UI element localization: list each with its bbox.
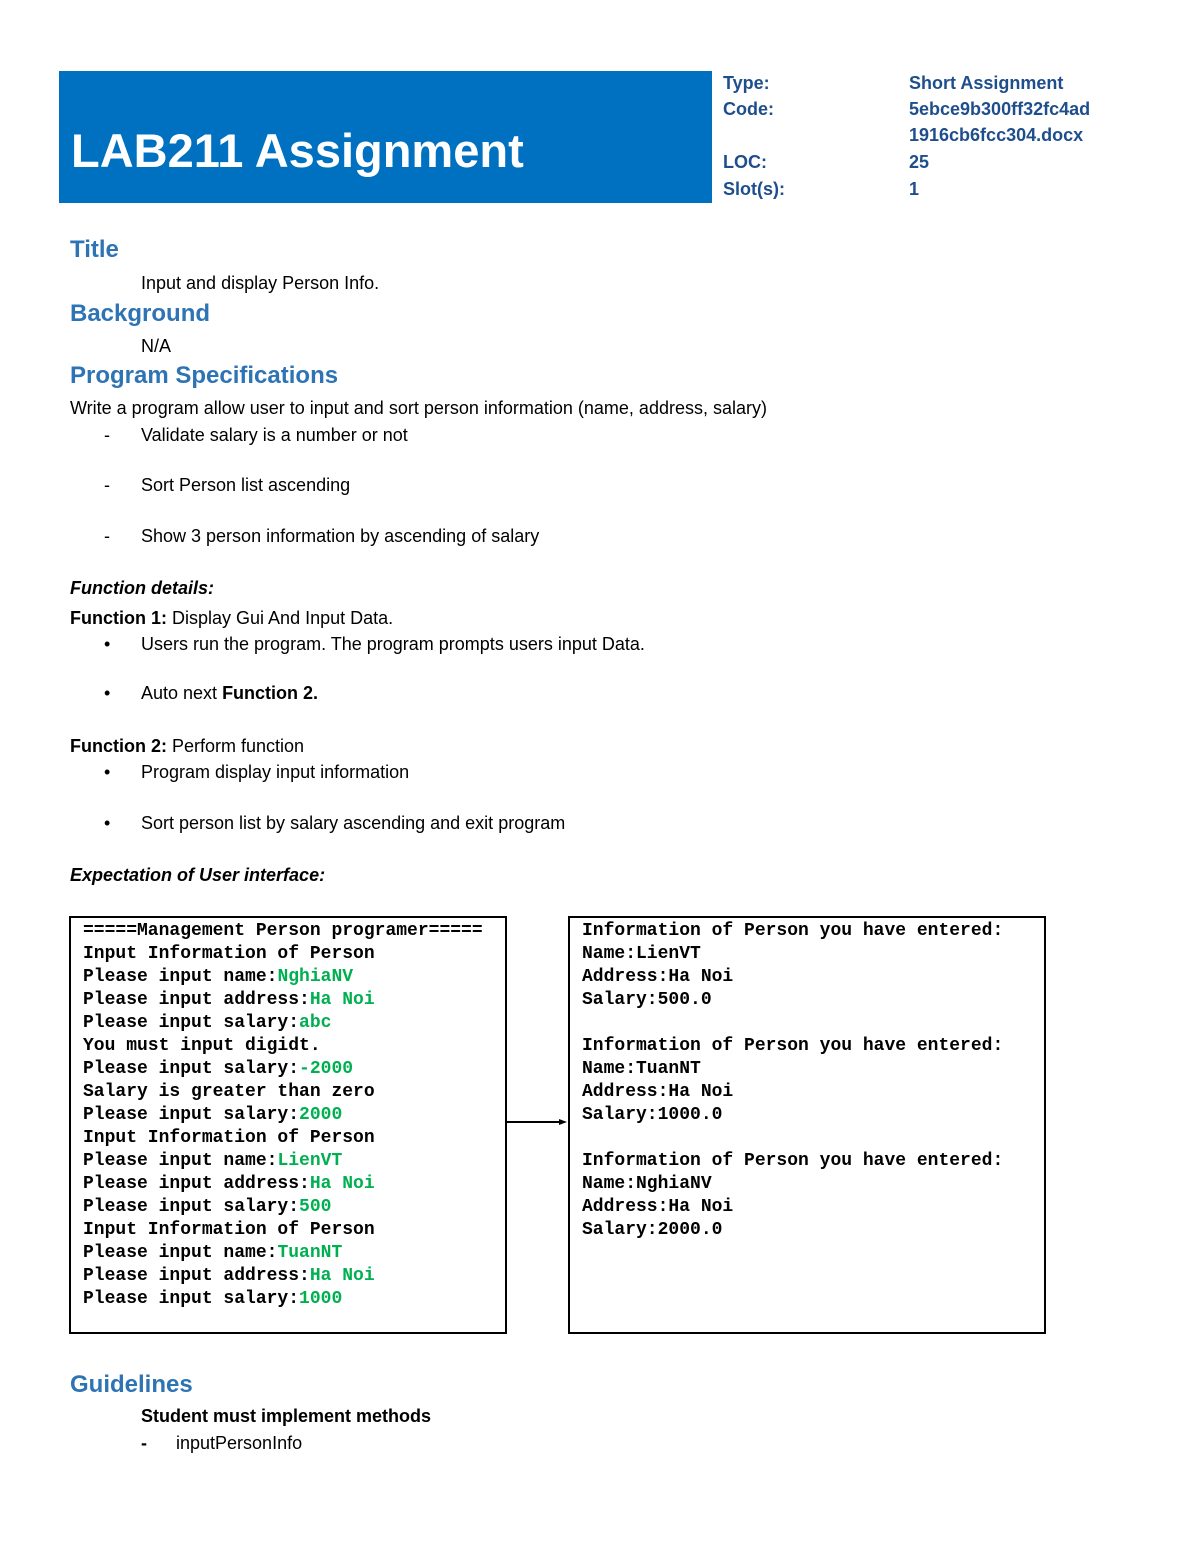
expectation-heading: Expectation of User interface:	[70, 865, 326, 885]
console-prompt: Please input salary:	[83, 1289, 300, 1309]
guidelines-subheading: Student must implement methods	[141, 1406, 432, 1426]
function1-item-bold: Function 2.	[222, 683, 319, 703]
function1-item	[141, 683, 318, 704]
list-dash: -	[104, 425, 110, 445]
header-banner	[59, 71, 712, 203]
console-prompt: Input Information of Person	[83, 1220, 375, 1240]
console-user-input: TuanNT	[277, 1243, 343, 1263]
guideline-item: inputPersonInfo	[176, 1433, 303, 1453]
console-prompt: Please input salary:	[83, 1013, 300, 1033]
console-prompt: Salary is greater than zero	[83, 1082, 375, 1102]
meta-value: 1916cb6fcc304.docx	[909, 125, 1084, 145]
console-prompt: Input Information of Person	[83, 1128, 375, 1148]
console-user-input: Ha Noi	[309, 990, 375, 1010]
console-input-box	[69, 916, 507, 1334]
spec-intro: Write a program allow user to input and sort person information (name, address, salary)	[70, 398, 767, 418]
console-prompt: Input Information of Person	[83, 944, 375, 964]
console-user-input: NghiaNV	[277, 967, 354, 987]
console-prompt: Please input salary:	[83, 1059, 300, 1079]
console-user-input: 1000	[299, 1289, 343, 1309]
function1-text: Display Gui And Input Data.	[172, 608, 394, 628]
console-input-line	[83, 1082, 375, 1102]
meta-value: 5ebce9b300ff32fc4ad	[909, 99, 1091, 119]
function1-item: Users run the program. The program prompts users input Data.	[141, 634, 645, 654]
console-input-line	[83, 990, 375, 1010]
title-heading: Title	[70, 236, 119, 263]
console-prompt: Please input name:	[83, 1151, 278, 1171]
console-input-line	[83, 1036, 321, 1056]
console-user-input: -2000	[299, 1059, 354, 1079]
spec-item: Show 3 person information by ascending of salary	[141, 526, 540, 546]
console-output-line: Name:TuanNT	[582, 1059, 701, 1079]
console-output-line: Information of Person you have entered:	[582, 1151, 1004, 1171]
meta-value: Short Assignment	[909, 73, 1064, 93]
console-input-line	[83, 1128, 375, 1148]
console-prompt: Please input name:	[83, 967, 278, 987]
console-output-line: Address:Ha Noi	[582, 967, 734, 987]
console-output-line: Name:NghiaNV	[582, 1174, 712, 1194]
console-input-line	[83, 1013, 331, 1033]
console-prompt: You must input digidt.	[83, 1036, 321, 1056]
console-prompt: Please input name:	[83, 1243, 278, 1263]
spec-item: Validate salary is a number or not	[141, 425, 408, 445]
function2-text: Perform function	[172, 736, 305, 756]
list-dash: -	[141, 1433, 147, 1453]
console-input-line	[83, 1105, 342, 1125]
guidelines-heading: Guidelines	[70, 1371, 193, 1398]
console-prompt: Please input salary:	[83, 1197, 300, 1217]
console-output-line: Salary:1000.0	[582, 1105, 723, 1125]
console-prompt: Please input address:	[83, 1266, 310, 1286]
console-input-line	[83, 1197, 331, 1217]
console-user-input: Ha Noi	[309, 1266, 375, 1286]
console-user-input: 500	[299, 1197, 332, 1217]
arrow-right-icon	[507, 1119, 567, 1125]
function2-line	[70, 736, 304, 757]
console-input-line	[83, 1151, 342, 1171]
meta-label: LOC:	[723, 152, 767, 172]
background-heading: Background	[70, 300, 211, 327]
console-user-input: LienVT	[277, 1151, 343, 1171]
console-output-box	[568, 916, 1046, 1334]
console-output-line: Salary:2000.0	[582, 1220, 723, 1240]
console-user-input: 2000	[299, 1105, 343, 1125]
meta-label: Type:	[723, 73, 770, 93]
console-output-line: Name:LienVT	[582, 944, 701, 964]
console-input-line	[83, 1220, 375, 1240]
console-user-input: abc	[299, 1013, 332, 1033]
bullet-marker: •	[104, 683, 111, 703]
bullet-marker: •	[104, 813, 111, 833]
function2-item: Sort person list by salary ascending and exit program	[141, 813, 566, 833]
console-user-input: Ha Noi	[309, 1174, 375, 1194]
meta-label: Code:	[723, 99, 774, 119]
function2-label: Function 2:	[70, 736, 167, 756]
console-output-line: Salary:500.0	[582, 990, 712, 1010]
bullet-marker: •	[104, 762, 111, 782]
function1-line	[70, 608, 393, 629]
list-dash: -	[104, 526, 110, 546]
function1-label: Function 1:	[70, 608, 167, 628]
title-text: Input and display Person Info.	[141, 273, 380, 293]
spec-heading: Program Specifications	[70, 362, 339, 389]
console-output-line: Information of Person you have entered:	[582, 921, 1004, 941]
document-title: LAB211 Assignment	[71, 124, 524, 177]
console-input-line	[83, 1289, 342, 1309]
console-input-line	[83, 1174, 375, 1194]
console-output-line: Address:Ha Noi	[582, 1197, 734, 1217]
console-input-line	[83, 1243, 342, 1263]
console-input-line	[83, 1266, 375, 1286]
console-input-line	[83, 921, 483, 941]
console-output-line: Information of Person you have entered:	[582, 1036, 1004, 1056]
console-prompt: Please input address:	[83, 990, 310, 1010]
meta-label: Slot(s):	[723, 179, 785, 199]
console-input-line	[83, 967, 353, 987]
spec-item: Sort Person list ascending	[141, 475, 351, 495]
console-prompt: Please input address:	[83, 1174, 310, 1194]
console-prompt: Please input salary:	[83, 1105, 300, 1125]
console-output-line: Address:Ha Noi	[582, 1082, 734, 1102]
function-details-heading: Function details:	[70, 578, 214, 598]
console-input-line	[83, 944, 375, 964]
meta-value: 1	[909, 179, 920, 199]
bullet-marker: •	[104, 634, 111, 654]
meta-value: 25	[909, 152, 930, 172]
console-input-line	[83, 1059, 353, 1079]
console-prompt: =====Management Person programer=====	[83, 921, 483, 941]
background-text: N/A	[141, 336, 172, 356]
list-dash: -	[104, 475, 110, 495]
function1-item-prefix: Auto next	[141, 683, 223, 703]
function2-item: Program display input information	[141, 762, 410, 782]
